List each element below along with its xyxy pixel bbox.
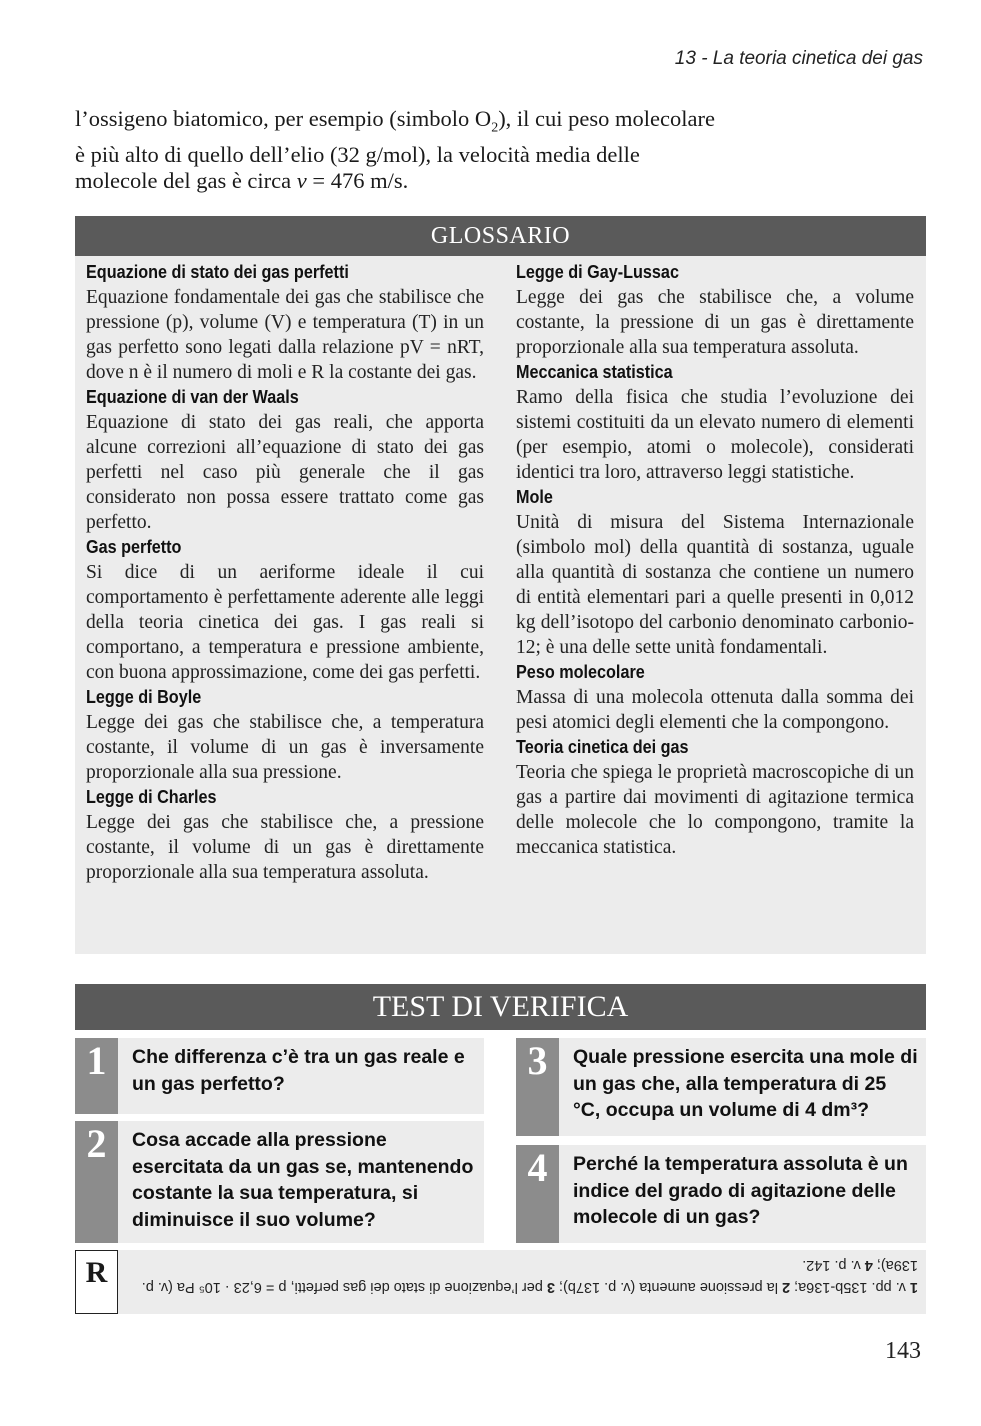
glossary-definition: Legge dei gas che stabilisce che, a temperatura costante, il volume di un gas è inversamente proporzionale alla sua pressione. [86, 712, 484, 783]
glossary-term: Equazione di van der Waals [86, 387, 299, 407]
glossary-definition: Massa di una molecola ottenuta dalla somma dei pesi atomici degli elementi che la compongono. [516, 687, 914, 733]
glossary-term: Meccanica statistica [516, 362, 673, 382]
glossary-definition: Unità di misura del Sistema Internazionale (simbolo mol) della quantità di sostanza, uguale alla quantità di sostanza che contiene un numero di entità elementari pari a quelle presenti in 0,012 kg dell’isotopo del carbonio denominato carbonio-12; è una delle sette unità fondamentali. [516, 512, 914, 658]
glossary-definition: Legge dei gas che stabilisce che, a volume costante, la pressione di un gas è direttamente proporzionale alla sua temperatura assoluta. [516, 287, 914, 358]
glossary-term: Teoria cinetica dei gas [516, 737, 689, 757]
glossary-column-right [516, 260, 914, 860]
glossary-definition: Equazione di stato dei gas reali, che apporta alcune correzioni all’equazione di stato dei gas perfetti nel caso più generale che il gas considerato non possa essere trattato come gas perfetto. [86, 412, 484, 533]
question-number: 1 [75, 1038, 118, 1114]
question-box-1 [75, 1038, 484, 1114]
glossary-term: Legge di Charles [86, 787, 217, 807]
glossary-definition: Ramo della fisica che studia l’evoluzione dei sistemi costituiti da un elevato numero di elementi (per esempio, atomi o molecole), considerati identici tra loro, attraverso leggi statistiche. [516, 387, 914, 483]
answers-text-upside-down: 1 v. pp. 135b-136a; 2 la pressione aumenta (v. p. 137b); 3 per l’equazione di stato dei gas perfetti, p = 6,23 · 10⁵ Pa (v. p. 139a); 4 v. p. 142. [141, 1257, 918, 1295]
test-section-title: TEST DI VERIFICA [75, 984, 926, 1030]
answers-label: R [75, 1250, 118, 1314]
glossary-box [75, 216, 926, 954]
question-text: Quale pressione esercita una mole di un gas che, alla temperatura di 25 °C, occupa un volume di 4 dm³? [573, 1046, 918, 1121]
question-box-3 [516, 1038, 926, 1136]
question-text: Cosa accade alla pressione esercitata da un gas se, mantenendo costante la sua temperatura, si diminuisce il suo volume? [132, 1129, 474, 1231]
glossary-definition: Equazione fondamentale dei gas che stabilisce che pressione (p), volume (V) e temperatura (T) in un gas perfetto sono legati dalla relazione pV = nRT, dove n è il numero di moli e R la costante dei gas. [86, 287, 484, 383]
question-number: 4 [516, 1145, 559, 1243]
glossary-term: Mole [516, 487, 553, 507]
glossary-term: Legge di Gay-Lussac [516, 262, 679, 282]
answers-box [75, 1250, 926, 1314]
glossary-definition: Legge dei gas che stabilisce che, a pressione costante, il volume di un gas è direttamente proporzionale alla sua temperatura assoluta. [86, 812, 484, 883]
glossary-term: Legge di Boyle [86, 687, 202, 707]
glossary-definition: Si dice di un aeriforme ideale il cui comportamento è perfettamente aderente alle leggi della teoria cinetica dei gas. I gas reali si comportano, a temperatura e pressione ambiente, con buona approssimazione, come dei gas perfetti. [86, 562, 484, 683]
question-box-2 [75, 1121, 484, 1243]
page-number: 143 [885, 1338, 921, 1364]
glossary-title: GLOSSARIO [75, 216, 926, 256]
question-text: Che differenza c’è tra un gas reale e un gas perfetto? [132, 1046, 465, 1095]
glossary-term: Peso molecolare [516, 662, 645, 682]
glossary-column-left [86, 260, 484, 885]
glossary-definition: Teoria che spiega le proprietà macroscopiche di un gas a partire dai movimenti di agitazione termica delle molecole che lo compongono, tramite la meccanica statistica. [516, 762, 914, 858]
glossary-term: Gas perfetto [86, 537, 182, 557]
question-number: 3 [516, 1038, 559, 1136]
question-text: Perché la temperatura assoluta è un indice del grado di agitazione delle molecole di un gas? [573, 1153, 908, 1228]
intro-paragraph: l’ossigeno biatomico, per esempio (simbolo $O_2$), il cui peso molecolare è più alto di quello dell’elio (32 g/mol), la velocità media delle molecole del gas è circa v = 476 m/s. [75, 106, 715, 193]
question-number: 2 [75, 1121, 118, 1243]
glossary-term: Equazione di stato dei gas perfetti [86, 262, 349, 282]
running-header: 13 - La teoria cinetica dei gas [674, 48, 923, 69]
question-box-4 [516, 1145, 926, 1243]
